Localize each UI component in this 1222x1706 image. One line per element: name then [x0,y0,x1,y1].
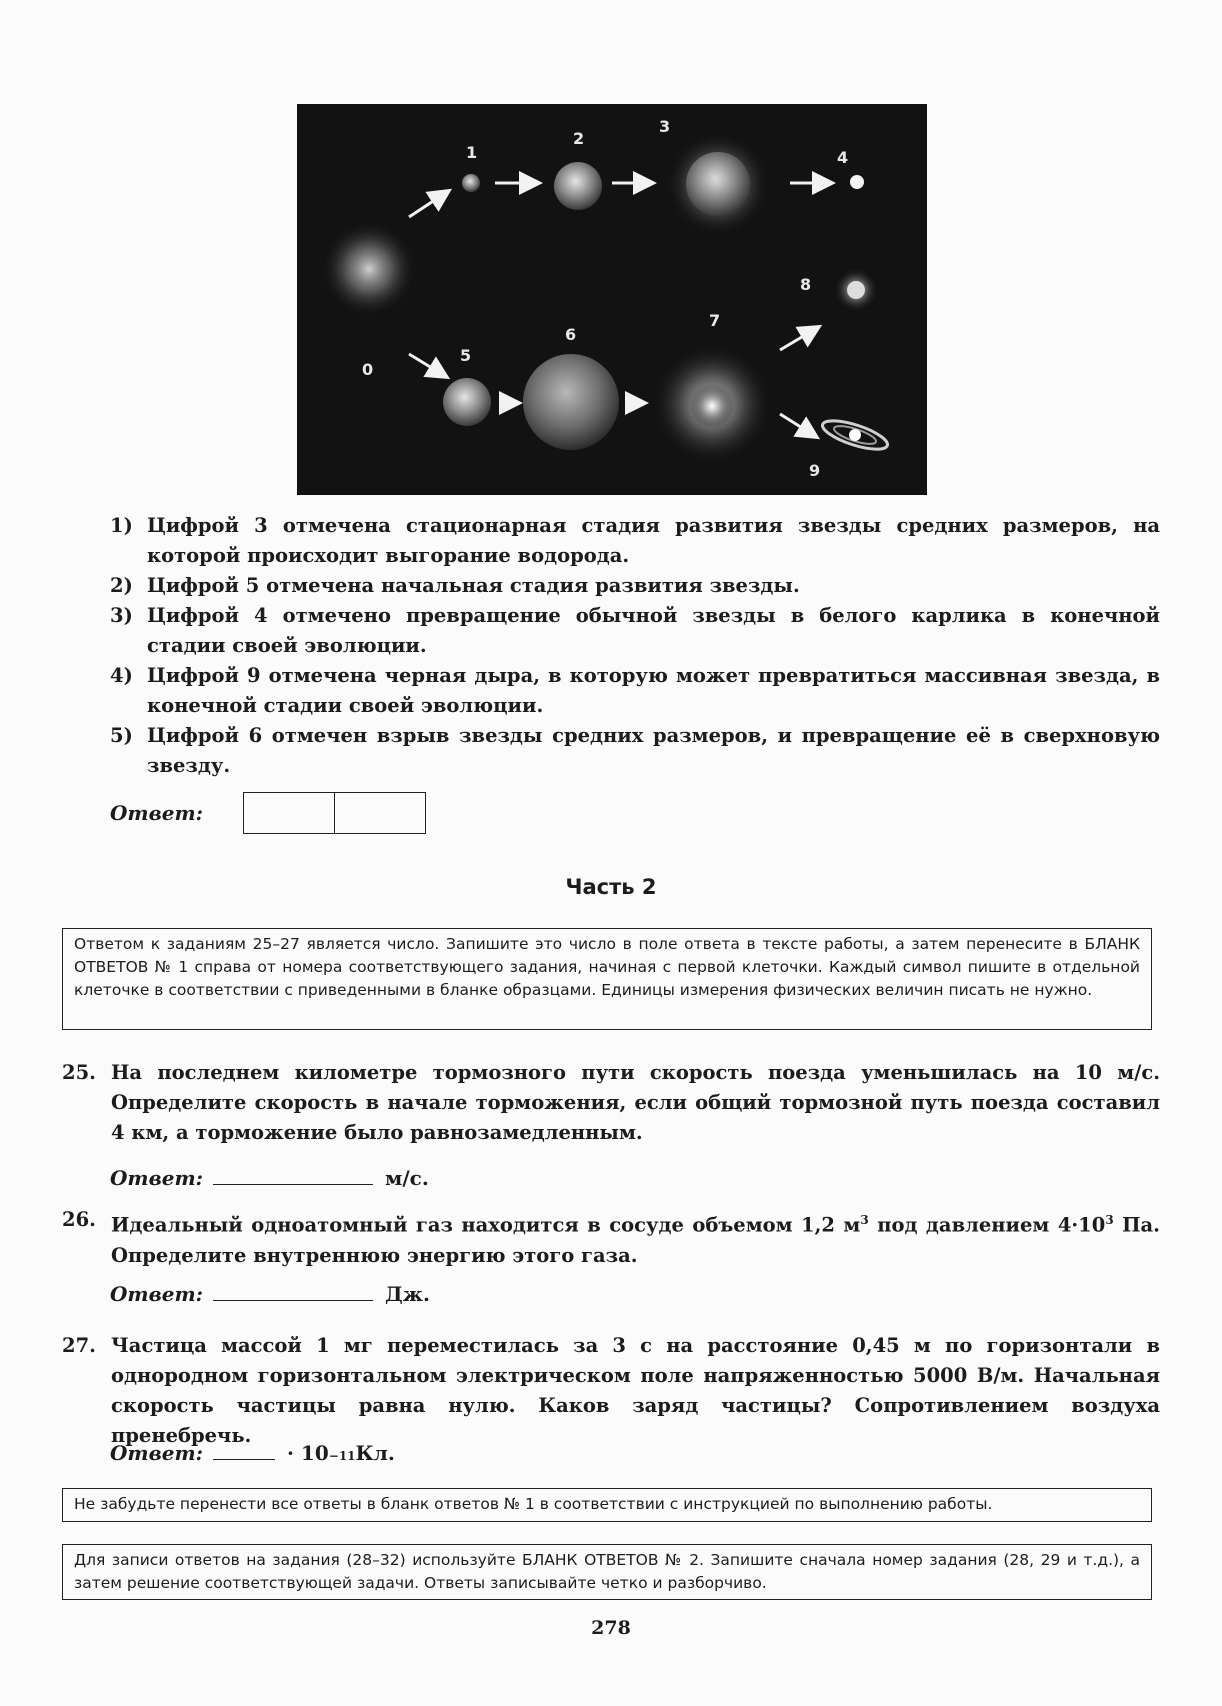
instruction-box-bottom: Для записи ответов на задания (28–32) используйте БЛАНК ОТВЕТОВ № 2. Запишите сначала номер задания (28, 29 и т.д.), а затем решение соответствующей задачи. Ответы записывайте четко и разборчиво. [62,1544,1152,1600]
answer-blank[interactable] [213,1439,275,1460]
answer-label: Ответ: [110,801,203,825]
option-item: 4) Цифрой 9 отмечена черная дыра, в которую может превратиться массивная звезда, в конечной стадии своей эволюции. [110,664,1160,717]
task-25: 25. На последнем километре тормозного пути скорость поезда уменьшилась на 10 м/с. Определите скорость в начале торможения, если общий тормозной путь поезда составил 4 км, а торможение было равнозамедленным. [62,1061,1160,1144]
answer-blank[interactable] [213,1164,373,1185]
star-evolution-diagram [297,104,927,495]
task-26-answer: Ответ: Дж. [110,1282,430,1306]
stage-label-9: 9 [809,461,821,480]
stage-label-6: 6 [565,325,577,344]
stage-label-8: 8 [800,275,812,294]
supergiant-stage-6 [523,354,619,450]
massive-protostar-stage-5 [443,378,491,426]
option-item: 2) Цифрой 5 отмечена начальная стадия развития звезды. [110,574,800,597]
stage-label-3: 3 [659,117,671,136]
task-27: 27. Частица массой 1 мг переместилась за 3 с на расстояние 0,45 м по горизонтали в однородном горизонтальном электрическом поле напряженностью 5000 В/м. Начальная скорость частицы равна нулю. Каков заряд частицы? Сопротивлением воздуха пренебречь. [62,1334,1160,1447]
task-25-answer: Ответ: м/с. [110,1166,429,1190]
answer-blank[interactable] [213,1280,373,1301]
answer-cell[interactable] [334,793,425,833]
nebula-stage-0 [321,221,417,317]
white-dwarf-stage-4 [850,175,864,189]
stage-label-0: 0 [362,360,374,379]
answer-cells [243,792,426,834]
answer-options [110,511,1160,781]
stage-label-7: 7 [709,311,721,330]
reminder-box: Не забудьте перенести все ответы в бланк ответов № 1 в соответствии с инструкцией по выполнению работы. [62,1488,1152,1522]
option-item: 5) Цифрой 6 отмечен взрыв звезды средних размеров, и превращение её в сверхновую звезду. [110,724,1160,777]
stage-label-4: 4 [837,148,849,167]
option-item: 3) Цифрой 4 отмечено превращение обычной звезды в белого карлика в конечной стадии своей эволюции. [110,604,1160,657]
protostar-stage-1 [462,174,480,192]
task-26: 26. Идеальный одноатомный газ находится в сосуде объемом 1,2 $м^3$ под давлением $4\cdot 10^3$ Па. Определите внутреннюю энергию этого газа. [62,1208,1160,1267]
star-evolution-figure [297,104,927,495]
stage-label-5: 5 [460,346,472,365]
option-item: 1) Цифрой 3 отмечена стационарная стадия развития звезды средних размеров, на которой происходит выгорание водорода. [110,514,1160,567]
task-27-answer: Ответ: · 10 −11 Кл. [110,1441,395,1465]
stage-label-2: 2 [573,129,585,148]
part-title: Часть 2 [565,875,657,899]
page-number: 278 [591,1617,631,1639]
answer-cell[interactable] [244,793,334,833]
sun-like-star-stage-2 [554,162,602,210]
stage-label-1: 1 [466,143,478,162]
instruction-box-top: Ответом к заданиям 25–27 является число. Запишите это число в поле ответа в тексте работы, а затем перенесите в БЛАНК ОТВЕТОВ № 1 справа от номера соответствующего задания, начиная с первой клеточки. Каждый символ пишите в отдельной клеточке в соответствии с приведенными в бланке образцами. Единицы измерения физических величин писать не нужно. [62,928,1152,1030]
